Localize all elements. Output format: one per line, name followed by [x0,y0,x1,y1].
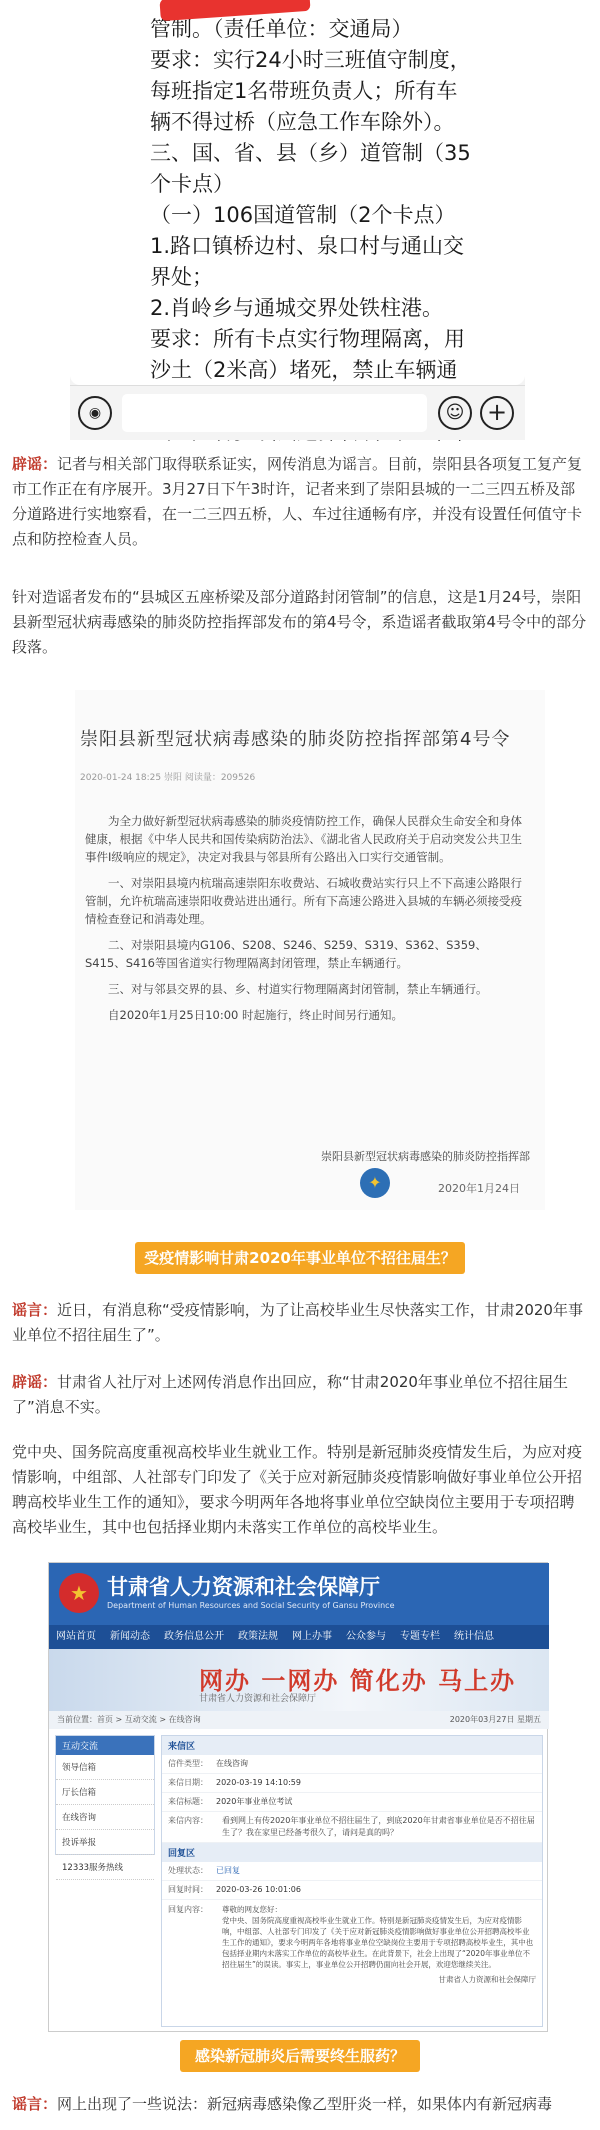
gansu-site-screenshot [48,1562,548,2032]
nav-item[interactable]: 新闻动态 [110,1631,150,1642]
emblem-icon: ✦ [360,1168,390,1198]
emblem-icon: ★ [59,1573,99,1613]
reply-section-head: 回复区 [162,1843,542,1862]
rumor-text: 近日，有消息称“受疫情影响，为了让高校毕业生尽快落实工作，甘肃2020年事业单位不招往届生了”。 [12,1301,583,1344]
row-value: 2020-03-26 10:01:06 [216,1885,301,1894]
reply-row [162,1881,542,1900]
breadcrumb: 当前位置：首页 > 互动交流 > 在线咨询 [57,1715,201,1724]
site-nav [49,1625,549,1649]
rumor-refute-paragraph-1 [12,452,588,552]
row-value: 在线咨询 [216,1759,248,1768]
row-key: 回复时间： [168,1885,208,1894]
notice-paragraph: 自2020年1月25日10:00 时起施行，终止时间另行通知。 [108,1008,404,1022]
refute-label: 辟谣： [12,455,58,473]
letter-section-head: 来信区 [162,1736,542,1755]
notice-paragraph: 为全力做好新型冠状病毒感染的肺炎疫情防控工作，确保人民群众生命安全和身体健康，根据《中华人民共和国传染病防治法》、《湖北省人民政府关于启动突发公共卫生事件I级响应的规定》，决定对我县与邻县所有公路出入口实行交通管制。 [85,814,522,864]
row-value: 2020年事业单位考试 [216,1797,293,1806]
site-banner [49,1649,549,1711]
context-paragraph-1 [12,585,588,660]
sidebar-item[interactable]: 领导信箱 [56,1755,154,1780]
row-key: 来信标题： [168,1797,208,1806]
rumor-refute-paragraph-2 [12,1370,588,1420]
sidebar-head: 互动交流 [56,1736,154,1755]
row-key: 来信日期： [168,1778,208,1787]
notice-title: 崇阳县新型冠状病毒感染的肺炎防控指挥部第4号令 [80,729,511,750]
notice-paragraph: 二、对崇阳县境内G106、S208、S246、S259、S319、S362、S359、S415、S416等国省道实行物理隔离封闭管理，禁止车辆通行。 [85,938,487,970]
row-key: 信件类型： [168,1759,208,1768]
section-banner-covid: 感染新冠肺炎后需要终生服药？ [180,2040,420,2072]
letter-content-row [162,1812,542,1843]
notice-date: 2020年1月24日 [438,1182,520,1195]
site-subtitle: Department of Human Resources and Social Security of Gansu Province [107,1601,395,1610]
notice-paragraph: 一、对崇阳县境内杭瑞高速崇阳东收费站、石城收费站实行只上不下高速公路限行管制，允许杭瑞高速崇阳收费站进出通行。所有下高速公路进入县城的车辆必须接受疫情检查登记和消毒处理。 [85,876,522,926]
site-title: 甘肃省人力资源和社会保障厅 [107,1575,380,1599]
letter-row [162,1755,542,1774]
letter-content: 看到网上有传2020年事业单位不招往届生了，到底2020年甘肃省事业单位是否不招往届生了？我在家里已经备考很久了，请问是真的吗？ [222,1816,535,1837]
chat-input-bar [70,385,525,440]
reply-row [162,1862,542,1881]
rumor-label: 谣言： [12,2095,58,2113]
sidebar-item[interactable]: 12333服务热线 [56,1855,154,1880]
message-input[interactable] [122,394,427,432]
sidebar-item[interactable]: 在线咨询 [56,1805,154,1830]
nav-item[interactable]: 专题专栏 [400,1631,440,1642]
notice-body [85,812,525,1032]
section-banner-gansu: 受疫情影响甘肃2020年事业单位不招往届生？ [135,1242,465,1274]
reply-text: 党中央、国务院高度重视高校毕业生就业工作。特别是新冠肺炎疫情发生后，为应对疫情影响，中组部、人社部专门印发了《关于应对新冠肺炎疫情影响做好事业单位公开招聘高校毕业生工作的通知》，要求今明两年各地将事业单位空缺岗位主要用于专项招聘高校毕业生，其中也包括择业期内未落实工作单位的高校毕业生。在此背景下，社会上出现了“2020年事业单位不招往届生”的误读。事实上，事业单位公开招聘仍面向社会开展，欢迎您继续关注。 [222,1916,534,1969]
nav-item[interactable]: 政务信息公开 [164,1631,224,1642]
refute-label: 辟谣： [12,1373,58,1391]
reply-signature: 甘肃省人力资源和社会保障厅 [438,1975,536,1984]
row-value: 已回复 [216,1866,240,1875]
site-sidebar [55,1735,155,1873]
sidebar-item[interactable]: 投诉举报 [56,1830,154,1855]
context-paragraph-2 [12,1440,588,1540]
context-text: 针对造谣者发布的“县城区五座桥梁及部分道路封闭管制”的信息，这是1月24号，崇阳县新型冠状病毒感染的肺炎防控指挥部发布的第4号令，系造谣者截取第4号令中的部分段落。 [12,588,587,656]
rumor-label: 谣言： [12,1301,58,1319]
site-banner-text: 网办 一网办 简化办 马上办 [199,1667,517,1695]
nav-item[interactable]: 统计信息 [454,1631,494,1642]
emoji-icon[interactable]: ☺ [438,396,472,430]
reply-content-row [162,1900,542,1989]
context-text: 党中央、国务院高度重视高校毕业生就业工作。特别是新冠肺炎疫情发生后，为应对疫情影响，中组部、人社部专门印发了《关于应对新冠肺炎疫情影响做好事业单位公开招聘高校毕业生工作的通知》，要求今明两年各地将事业单位空缺岗位主要用于专项招聘高校毕业生，其中也包括择业期内未落实工作单位的高校毕业生。 [12,1443,583,1536]
nav-item[interactable]: 网站首页 [56,1631,96,1642]
site-date: 2020年03月27日 星期五 [449,1715,541,1724]
nav-item[interactable]: 政策法规 [238,1631,278,1642]
letter-row [162,1793,542,1812]
notice-paragraph: 三、对与邻县交界的县、乡、村道实行物理隔离封闭管制，禁止车辆通行。 [108,982,488,996]
chat-screenshot [70,0,525,440]
notice-screenshot [75,690,545,1210]
refute-text: 记者与相关部门取得联系证实，网传消息为谣言。目前，崇阳县各项复工复产复市工作正在有序展开。3月27日下午3时许，记者来到了崇阳县城的一二三四五桥及部分道路进行实地察看，在一二三四五桥，人、车过往通畅有序，并没有设置任何值守卡点和防控检查人员。 [12,455,583,548]
sidebar-item[interactable]: 厅长信箱 [56,1780,154,1805]
notice-meta: 2020-01-24 18:25 崇阳 阅读量：209526 [80,773,256,783]
nav-item[interactable]: 公众参与 [346,1631,386,1642]
rumor-paragraph-3 [12,2092,588,2117]
nav-item[interactable]: 网上办事 [292,1631,332,1642]
letter-row [162,1774,542,1793]
rumor-text: 网上出现了一些说法：新冠病毒感染像乙型肝炎一样，如果体内有新冠病毒 [57,2095,553,2113]
site-banner-sub: 甘肃省人力资源和社会保障厅 [199,1694,317,1704]
voice-icon[interactable]: ◉ [78,396,112,430]
chat-message-text: 管制。（责任单位：交通局） 要求：实行24小时三班值守制度， 每班指定1名带班负责人；所有车 辆不得过桥（应急工作车除外）。 三、国、省、县（乡）道管制（35 个卡点） （一）106国道管制（2个卡点） 1.路口镇桥边村、泉口村与通山交 界处； 2.肖岭乡与通城交界处铁柱港。 要求：所有卡点实行物理隔离，用 沙土（2米高）堵死，禁止车辆通 [150,17,471,382]
row-value: 2020-03-19 14:10:59 [216,1778,301,1787]
site-header [49,1563,549,1625]
plus-icon[interactable]: + [480,396,514,430]
chat-message-bubble [70,0,525,385]
reply-greeting: 尊敬的网友您好： [222,1905,282,1914]
site-main-panel [161,1735,543,2027]
content-label: 来信内容： [168,1816,208,1825]
row-key: 处理状态： [168,1866,208,1875]
refute-text: 甘肃省人社厅对上述网传消息作出回应，称“甘肃2020年事业单位不招往届生了”消息不实。 [12,1373,568,1416]
notice-signature: 崇阳县新型冠状病毒感染的肺炎防控指挥部 [321,1150,530,1163]
reply-label: 回复内容： [168,1905,208,1914]
rumor-paragraph-2 [12,1298,588,1348]
site-breadcrumb-bar [49,1711,549,1729]
